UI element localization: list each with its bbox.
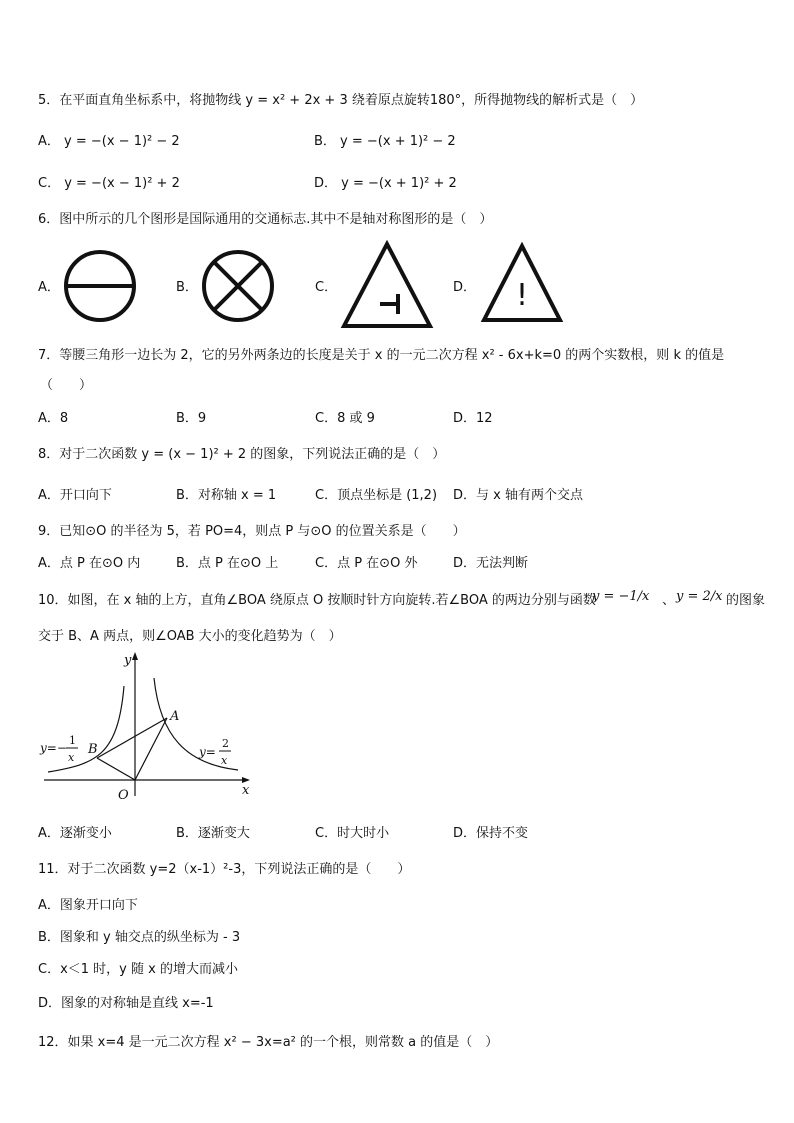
label-curve-right-num: 2 [222,737,229,750]
sign-c-triangle-t-icon [340,240,434,330]
q10-stem-post: 的图象 [726,593,766,608]
q6-label-c: C． [315,280,338,295]
q5-option-b: B． y = −(x + 1)² − 2 [314,134,456,149]
q7-stem-line2: （ ） [40,378,93,393]
label-point-a: A [170,709,180,724]
q6-label-d: D． [453,280,477,295]
q6-label-b: B． [176,280,198,295]
q6-stem: 6．图中所示的几个图形是国际通用的交通标志.其中不是轴对称图形的是（ ） [38,212,493,227]
q7-option-c: C．8 或 9 [315,411,375,426]
q10-figure [36,646,260,804]
label-curve-right-den: x [221,754,228,767]
q8-option-c: C．顶点坐标是 (1,2) [315,488,438,503]
label-curve-left-num: 1 [69,734,76,747]
q9-stem: 9．已知⊙O 的半径为 5，若 PO=4，则点 P 与⊙O 的位置关系是（ ） [38,524,466,539]
q7-stem-line1: 7．等腰三角形一边长为 2，它的另外两条边的长度是关于 x 的一元二次方程 x² - 6x+k=0 的两个实数根，则 k 的值是 [38,348,725,363]
sign-d-triangle-exclamation-icon [480,242,564,324]
q8-option-a: A．开口向下 [38,488,112,503]
sign-a-circle-bar-icon [62,248,138,324]
label-curve-right-lhs: y= [199,745,216,759]
q8-option-b: B．对称轴 x = 1 [176,488,277,503]
q5-option-d: D． y = −(x + 1)² + 2 [314,176,457,191]
label-origin: O [118,788,129,803]
label-point-b: B [88,742,98,757]
q9-option-a: A．点 P 在⊙O 内 [38,556,141,571]
q9-option-d: D．无法判断 [453,556,529,571]
label-curve-left-lhs: y=− [40,741,67,755]
q11-stem: 11．对于二次函数 y=2（x-1）²-3，下列说法正确的是（ ） [38,862,411,877]
q10-func1: y = −1/x [592,589,650,604]
curve-neg-1-over-x [48,686,124,772]
q11-option-d: D．图象的对称轴是直线 x=-1 [38,996,214,1011]
q10-option-a: A．逐渐变小 [38,826,112,841]
segment-ob [97,758,135,780]
q11-option-c: C．x＜1 时，y 随 x 的增大而减小 [38,962,238,977]
q10-sep: 、 [662,593,676,608]
q10-option-d: D．保持不变 [453,826,529,841]
q5-option-a: A． y = −(x − 1)² − 2 [38,134,180,149]
q11-option-b: B．图象和 y 轴交点的纵坐标为 - 3 [38,930,241,945]
q9-option-c: C．点 P 在⊙O 外 [315,556,418,571]
q10-option-c: C．时大时小 [315,826,390,841]
q11-option-a: A．图象开口向下 [38,898,138,913]
q10-func2: y = 2/x [676,589,723,604]
q7-option-d: D．12 [453,411,493,426]
q6-label-a: A． [38,280,60,295]
y-axis-arrow [132,652,138,660]
label-axis-x: x [242,783,250,798]
q5-option-c: C． y = −(x − 1)² + 2 [38,176,180,191]
sign-b-circle-cross-icon [200,248,276,324]
q10-stem-line2: 交于 B、A 两点，则∠OAB 大小的变化趋势为（ ） [38,629,342,644]
q7-option-b: B．9 [176,411,207,426]
q5-stem: 5．在平面直角坐标系中，将抛物线 y = x² + 2x + 3 绕着原点旋转180°，所得抛物线的解析式是（ ） [38,93,644,108]
q10-stem-pre: 10．如图，在 x 轴的上方，直角∠BOA 绕原点 O 按顺时针方向旋转.若∠BOA 的两边分别与函数 [38,593,596,608]
label-curve-left-den: x [68,751,75,764]
q8-stem: 8．对于二次函数 y = (x − 1)² + 2 的图象，下列说法正确的是（ ） [38,447,446,462]
q9-option-b: B．点 P 在⊙O 上 [176,556,279,571]
q12-stem: 12．如果 x=4 是一元二次方程 x² − 3x=a² 的一个根，则常数 a 的值是（ ） [38,1035,499,1050]
label-axis-y: y [124,653,132,668]
q8-option-d: D．与 x 轴有两个交点 [453,488,583,503]
q7-option-a: A．8 [38,411,69,426]
sign-d-exclamation-text: ! [515,278,529,313]
q10-option-b: B．逐渐变大 [176,826,250,841]
